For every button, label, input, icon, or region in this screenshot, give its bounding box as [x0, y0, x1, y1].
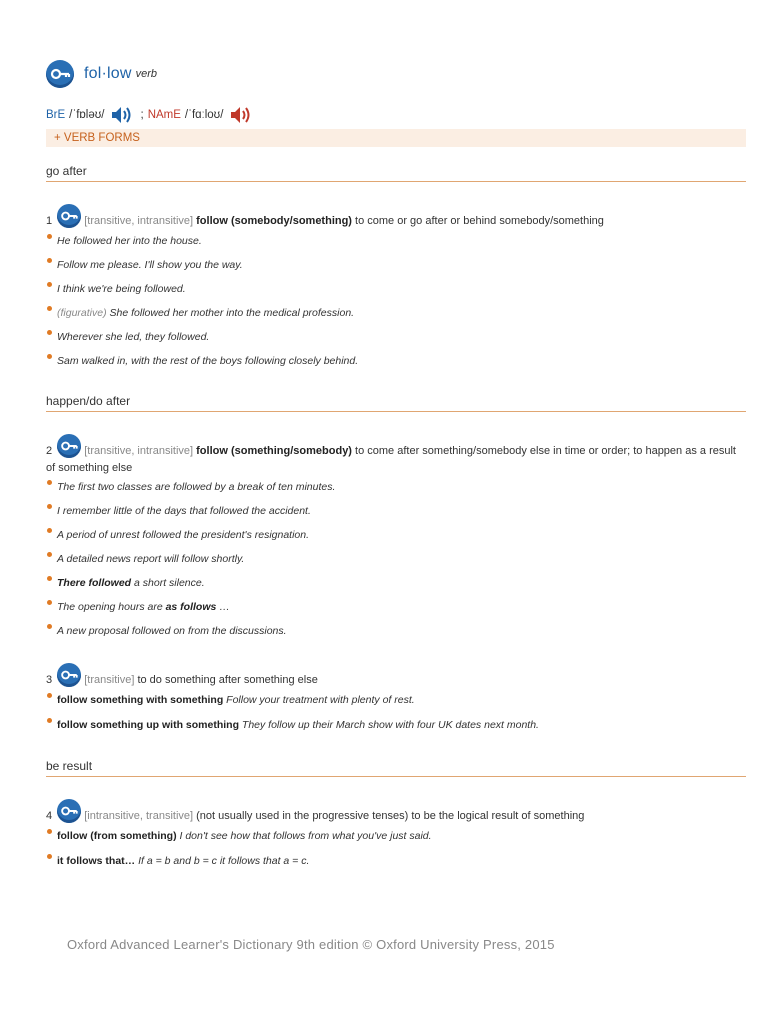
grammar-label: [intransitive, transitive]: [84, 810, 194, 822]
example-text: a short silence.: [131, 577, 205, 589]
example-text: …: [216, 601, 230, 613]
oxford-3000-key-icon: [57, 663, 81, 687]
bullet-icon: [47, 480, 52, 485]
oxford-3000-key-icon: [57, 434, 81, 458]
sense-3: [46, 663, 746, 689]
example: [47, 693, 747, 707]
pattern-text: it follows that…: [57, 855, 136, 867]
ame-label: NAmE: [147, 109, 181, 121]
example: [47, 829, 747, 843]
example: [47, 600, 747, 614]
example: [47, 576, 747, 590]
section-heading-go-after: go after: [46, 164, 746, 182]
example-highlight: as follows: [165, 601, 217, 613]
oxford-3000-key-icon: [46, 60, 74, 88]
headword: fol·low: [84, 65, 132, 82]
oxford-3000-key-icon: [57, 799, 81, 823]
example-text: A period of unrest followed the president's resignation.: [57, 529, 310, 541]
sense-pattern: follow (somebody/something): [196, 215, 352, 227]
example: [47, 282, 747, 296]
example-text: Wherever she led, they followed.: [57, 331, 210, 343]
example-text: If a = b and b = c it follows that a = c.: [135, 855, 310, 867]
part-of-speech: verb: [135, 68, 158, 80]
example-text: I don't see how that follows from what you've just said.: [176, 830, 432, 842]
bullet-icon: [47, 504, 52, 509]
example-text: I think we're being followed.: [57, 283, 186, 295]
example: [47, 234, 747, 248]
bre-label: BrE: [46, 109, 66, 121]
example-text: She followed her mother into the medical profession.: [106, 307, 355, 319]
definition: to come after something/somebody else in time or order; to happen as a result of something else: [46, 445, 736, 474]
sense-4: [46, 799, 746, 825]
definition: to do something after something else: [134, 674, 318, 686]
example: [47, 624, 747, 638]
ame-ipa: /ˈfɑːloʊ/: [184, 109, 224, 121]
bullet-icon: [47, 258, 52, 263]
example-text: The first two classes are followed by a break of ten minutes.: [57, 481, 336, 493]
definition: (not usually used in the progressive tenses) to be the logical result of something: [193, 810, 585, 822]
sense-pattern: follow (something/somebody): [196, 445, 352, 457]
verb-forms-toggle[interactable]: + VERB FORMS: [46, 129, 746, 147]
bullet-icon: [47, 306, 52, 311]
sense-1: [46, 204, 746, 230]
bullet-icon: [47, 693, 52, 698]
example: [47, 718, 747, 732]
grammar-label: [transitive, intransitive]: [84, 445, 194, 457]
bullet-icon: [47, 282, 52, 287]
section-heading-be-result: be result: [46, 759, 746, 777]
example: [47, 306, 747, 320]
definition: to come or go after or behind somebody/something: [351, 215, 604, 227]
section-heading-happen-do-after: happen/do after: [46, 394, 746, 412]
example-text: A new proposal followed on from the discussions.: [57, 625, 287, 637]
grammar-label: [transitive, intransitive]: [84, 215, 194, 227]
example: [47, 354, 747, 368]
sense-number: 1: [46, 215, 53, 227]
example-text: Follow me please. I'll show you the way.: [57, 259, 243, 271]
sense-number: 4: [46, 810, 53, 822]
bullet-icon: [47, 234, 52, 239]
pattern-text: follow (from something): [57, 830, 177, 842]
example-text: The opening hours are: [57, 601, 166, 613]
ame-speaker-icon[interactable]: [229, 104, 253, 126]
bullet-icon: [47, 528, 52, 533]
example: [47, 504, 747, 518]
bullet-icon: [47, 354, 52, 359]
grammar-label: [transitive]: [84, 674, 135, 686]
sense-number: 2: [46, 445, 53, 457]
figurative-label: (figurative): [57, 307, 107, 319]
example-text: A detailed news report will follow shortly.: [57, 553, 245, 565]
pattern-text: follow something with something: [57, 694, 224, 706]
bullet-icon: [47, 576, 52, 581]
bre-speaker-icon[interactable]: [110, 104, 134, 126]
example: [47, 480, 747, 494]
example-text: He followed her into the house.: [57, 235, 202, 247]
sense-number: 3: [46, 674, 53, 686]
bullet-icon: [47, 829, 52, 834]
bullet-icon: [47, 718, 52, 723]
example: [47, 330, 747, 344]
example: [47, 552, 747, 566]
oxford-3000-key-icon: [57, 204, 81, 228]
example-highlight: There followed: [57, 577, 132, 589]
example: [47, 854, 747, 868]
bullet-icon: [47, 330, 52, 335]
headword-row: [46, 60, 157, 88]
bullet-icon: [47, 624, 52, 629]
pattern-text: follow something up with something: [57, 719, 239, 731]
example: [47, 258, 747, 272]
bullet-icon: [47, 600, 52, 605]
example-text: Follow your treatment with plenty of rest.: [223, 694, 415, 706]
sense-2: [46, 434, 746, 477]
pron-separator: ;: [140, 109, 144, 121]
example-text: They follow up their March show with four UK dates next month.: [239, 719, 539, 731]
bre-ipa: /ˈfɒləʊ/: [69, 109, 105, 121]
bullet-icon: [47, 552, 52, 557]
example: [47, 528, 747, 542]
example-text: I remember little of the days that followed the accident.: [57, 505, 311, 517]
bullet-icon: [47, 854, 52, 859]
copyright-footer: Oxford Advanced Learner's Dictionary 9th edition © Oxford University Press, 2015: [67, 937, 555, 952]
example-text: Sam walked in, with the rest of the boys following closely behind.: [57, 355, 359, 367]
pronunciation-row: [46, 104, 259, 126]
